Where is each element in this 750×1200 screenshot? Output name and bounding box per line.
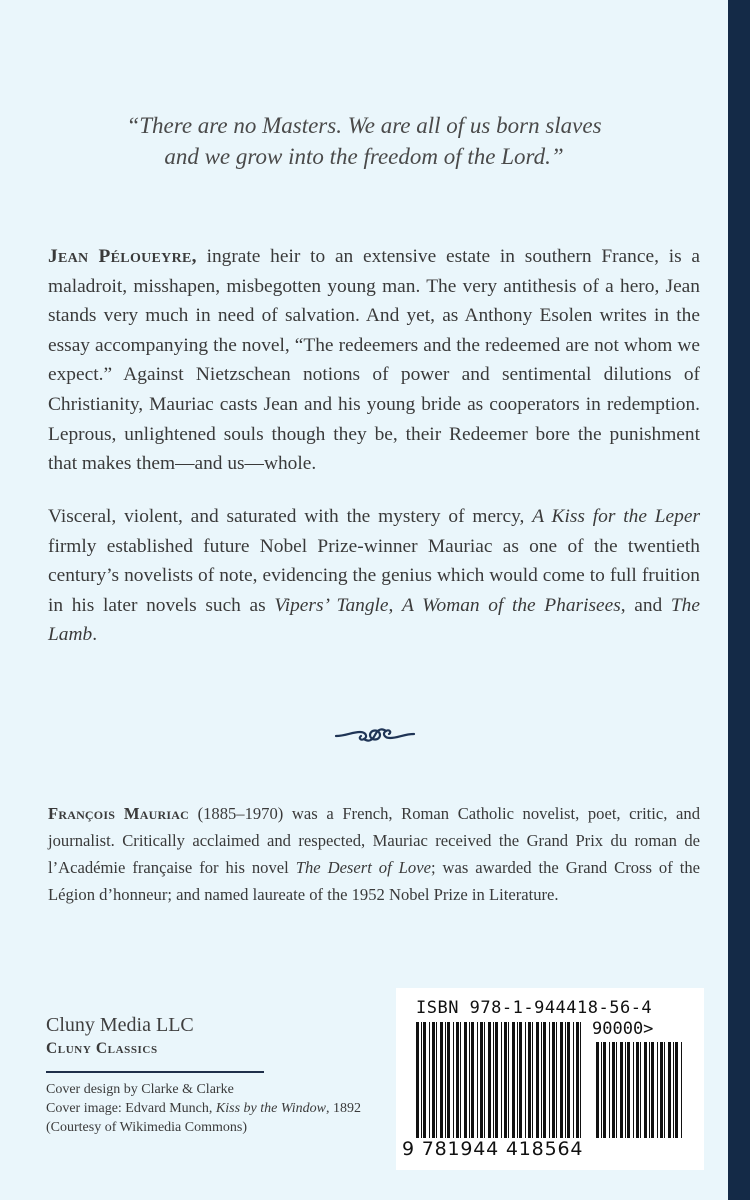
barcode-bar bbox=[660, 1042, 663, 1138]
barcode-bar bbox=[536, 1022, 539, 1138]
description-p2-text-c: , bbox=[388, 594, 403, 616]
book-title-vipers-tangle: Vipers’ Tangle bbox=[274, 594, 389, 616]
barcode-bar bbox=[668, 1042, 671, 1138]
barcode-bar bbox=[627, 1042, 630, 1138]
publisher-block bbox=[46, 1012, 266, 1060]
courtesy-credit: (Courtesy of Wikimedia Commons) bbox=[46, 1120, 247, 1135]
barcode-bar bbox=[633, 1042, 634, 1138]
description-p2-text-d: , and bbox=[620, 594, 671, 616]
barcode-bar bbox=[528, 1022, 531, 1138]
barcode-bar bbox=[453, 1022, 454, 1138]
barcode-bar bbox=[508, 1022, 509, 1138]
barcode-bar bbox=[504, 1022, 507, 1138]
barcode-bar bbox=[649, 1042, 650, 1138]
barcode-bar bbox=[469, 1022, 470, 1138]
publisher-divider bbox=[46, 1071, 264, 1073]
author-name: François Mauriac bbox=[48, 804, 189, 823]
barcode-bar bbox=[675, 1042, 678, 1138]
barcode-bar bbox=[580, 1022, 581, 1138]
barcode-bar bbox=[576, 1022, 579, 1138]
barcode-bar bbox=[525, 1022, 526, 1138]
barcode-bar bbox=[456, 1022, 459, 1138]
barcode-bar bbox=[541, 1022, 542, 1138]
barcode-bar bbox=[573, 1022, 574, 1138]
barcode-bar bbox=[421, 1022, 422, 1138]
bio-text-b: ; was awarded the Grand Cross of the Légion d’honneur; and named laureate of the 1952 Nobel Prize in Literature. bbox=[48, 858, 701, 904]
barcode-bar bbox=[460, 1022, 461, 1138]
barcode-bar bbox=[488, 1022, 491, 1138]
barcode-bar bbox=[556, 1022, 557, 1138]
isbn-barcode bbox=[396, 988, 704, 1170]
barcode-bar bbox=[445, 1022, 446, 1138]
barcode-bar bbox=[565, 1022, 566, 1138]
book-title-woman-of-pharisees: A Woman of the Pharisees bbox=[402, 594, 621, 616]
epigraph-quote bbox=[0, 110, 728, 172]
bio-text-a: (1885–1970) was a French, Roman Catholic novelist, poet, critic, and journalist. Critically acclaimed and respected, Mauriac received the Grand Prix du roman de l’Académie française for his novel bbox=[48, 804, 700, 877]
description-paragraph-1 bbox=[48, 242, 700, 479]
barcode-bar bbox=[432, 1022, 435, 1138]
barcode-bar bbox=[436, 1022, 437, 1138]
barcode-bar bbox=[625, 1042, 626, 1138]
publisher-series: Cluny Classics bbox=[46, 1040, 158, 1057]
barcode-bar bbox=[616, 1042, 617, 1138]
barcode-bar bbox=[673, 1042, 674, 1138]
barcode-bar bbox=[512, 1022, 515, 1138]
barcode-bar bbox=[416, 1022, 419, 1138]
barcode-bar bbox=[644, 1042, 647, 1138]
barcode-bar bbox=[464, 1022, 467, 1138]
cover-credits bbox=[46, 1080, 386, 1137]
cover-image-credit-b: , 1892 bbox=[325, 1101, 361, 1116]
barcode-bar bbox=[543, 1022, 546, 1138]
barcode-bar bbox=[471, 1022, 474, 1138]
book-title-desert-of-love: The Desert of Love bbox=[295, 858, 431, 877]
flourish-ornament-icon bbox=[334, 722, 416, 748]
author-bio bbox=[48, 800, 700, 908]
barcode-bar bbox=[636, 1042, 639, 1138]
barcode-bar bbox=[519, 1022, 522, 1138]
quote-line-1: “There are no Masters. We are all of us born slaves bbox=[126, 113, 602, 138]
barcode-bar bbox=[664, 1042, 665, 1138]
barcode-bar bbox=[681, 1042, 682, 1138]
cover-design-credit: Cover design by Clarke & Clarke bbox=[46, 1082, 234, 1097]
barcode-bar bbox=[440, 1022, 443, 1138]
barcode-bar bbox=[596, 1042, 599, 1138]
description-p2-text-b: firmly established future Nobel Prize-winner Mauriac as one of the twentieth century’s novelists of note, evidencing the genius which would come to full fruition in his later novels such as bbox=[48, 535, 700, 616]
barcode-bar bbox=[447, 1022, 450, 1138]
isbn-label: ISBN 978-1-944418-56-4 bbox=[416, 998, 653, 1018]
book-spine-edge bbox=[728, 0, 750, 1200]
barcode-bar bbox=[640, 1042, 641, 1138]
painting-title: Kiss by the Window bbox=[215, 1101, 326, 1116]
barcode-bar bbox=[477, 1022, 478, 1138]
barcode-bar bbox=[480, 1022, 483, 1138]
barcode-bar bbox=[484, 1022, 485, 1138]
barcode-bar bbox=[612, 1042, 615, 1138]
barcode-bar bbox=[620, 1042, 623, 1138]
barcode-bar bbox=[567, 1022, 570, 1138]
cover-image-credit bbox=[46, 1099, 386, 1118]
book-title-the-lamb: The Lamb bbox=[48, 594, 700, 646]
quote-line-2: and we grow into the freedom of the Lord.” bbox=[164, 144, 564, 169]
barcode-bar bbox=[423, 1022, 426, 1138]
barcode-bar bbox=[651, 1042, 654, 1138]
barcode-bar bbox=[549, 1022, 550, 1138]
description-p2-text-e: . bbox=[92, 624, 98, 646]
barcode-bar bbox=[495, 1022, 498, 1138]
description-p1-text: ingrate heir to an extensive estate in southern France, is a maladroit, misshapen, misbegotten young man. The very antithesis of a hero, Jean stands very much in need of salvation. And yet, as Anthony Esolen writes in the essay accompanying the novel, “The redeemers and the redeemed are not whom we expect.” Against Nietzschean notions of power and sentimental dilutions of Christianity, Mauriac casts Jean and his young bride as cooperators in redemption. Leprous, unlightened souls though they be, their Redeemer bore the punishment that makes them—and us—whole. bbox=[48, 246, 700, 475]
price-code: 90000> bbox=[592, 1019, 654, 1039]
cover-image-credit-a: Cover image: Edvard Munch, bbox=[46, 1101, 216, 1116]
barcode-bar bbox=[493, 1022, 494, 1138]
publisher-name: Cluny Media LLC bbox=[46, 1014, 194, 1036]
barcode-bar bbox=[517, 1022, 518, 1138]
barcode-bar bbox=[552, 1022, 555, 1138]
description-p2-text-a: Visceral, violent, and saturated with the mystery of mercy, bbox=[48, 506, 533, 527]
barcode-bar bbox=[657, 1042, 658, 1138]
barcode-bar bbox=[560, 1022, 563, 1138]
barcode-bar bbox=[601, 1042, 602, 1138]
book-title-kiss-for-the-leper: A Kiss for the Leper bbox=[532, 506, 701, 527]
barcode-bar bbox=[532, 1022, 533, 1138]
barcode-bar bbox=[609, 1042, 610, 1138]
barcode-bar bbox=[501, 1022, 502, 1138]
barcode-bar bbox=[603, 1042, 606, 1138]
barcode-bar bbox=[429, 1022, 430, 1138]
barcode-digits: 9 781944 418564 bbox=[402, 1138, 584, 1160]
protagonist-name: Jean Péloueyre, bbox=[48, 246, 197, 267]
description-paragraph-2 bbox=[48, 502, 700, 650]
